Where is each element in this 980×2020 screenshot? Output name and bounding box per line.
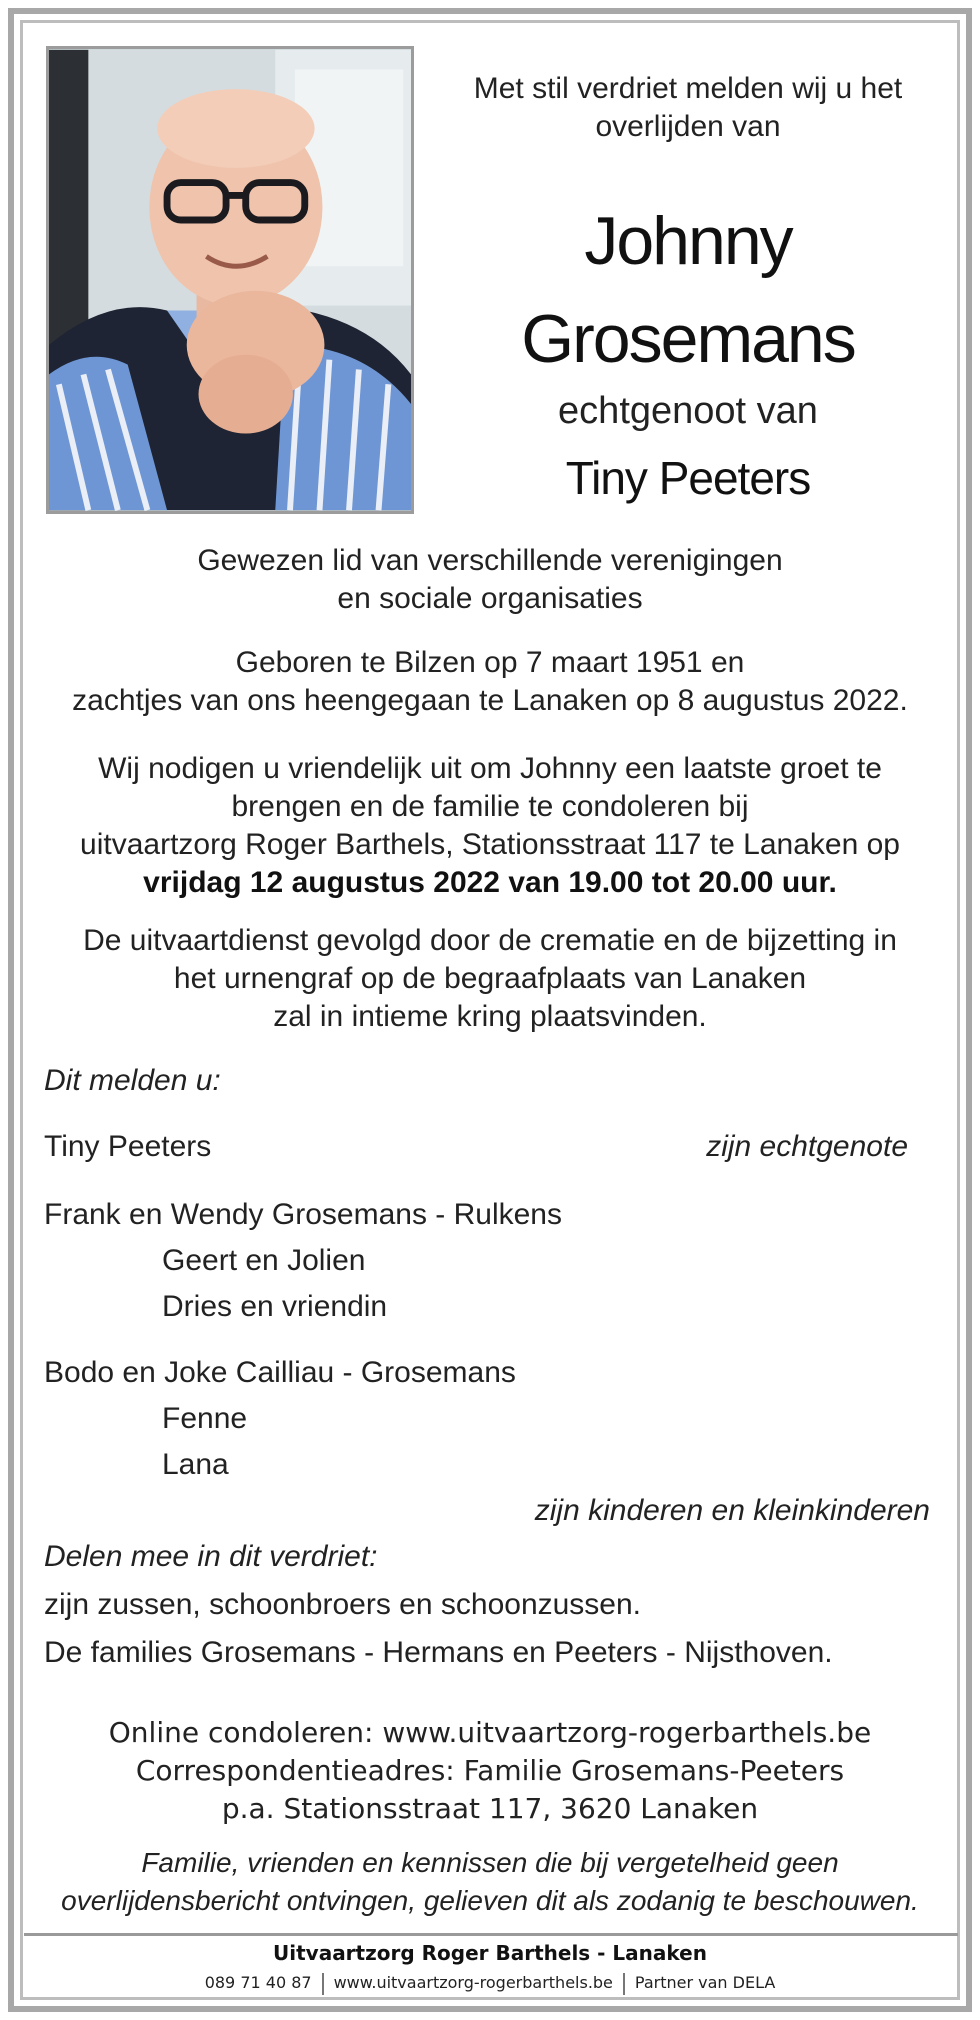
- membership-text: [40, 542, 940, 618]
- footer-phone: 089 71 40 87: [204, 1973, 312, 1992]
- service-line: het urnengraf op de begraafplaats van Lanaken: [173, 962, 807, 995]
- invitation-text: [40, 750, 940, 902]
- intro-line: overlijden van: [595, 110, 781, 143]
- last-name: Grosemans: [521, 301, 855, 377]
- deceased-name: [440, 192, 936, 388]
- invitation-line: brengen en de familie te condoleren bij: [231, 790, 749, 823]
- service-line: De uitvaartdienst gevolgd door de crematie en de bijzetting in: [83, 924, 897, 957]
- wife-name: Tiny Peeters: [44, 1130, 212, 1163]
- family1-child: Dries en vriendin: [162, 1290, 388, 1323]
- note-line: overlijdensbericht ontvingen, gelieven dit als zodanig te beschouwen.: [61, 1885, 919, 1916]
- family2-child: Fenne: [162, 1402, 248, 1435]
- family1-child: Geert en Jolien: [162, 1244, 366, 1277]
- family1-parents: Frank en Wendy Grosemans - Rulkens: [44, 1198, 562, 1231]
- footer-contact: [40, 1972, 940, 1995]
- family2-child: Lana: [162, 1448, 229, 1481]
- wife-role: zijn echtgenote: [706, 1130, 908, 1163]
- intro-line: Met stil verdriet melden wij u het: [473, 72, 903, 105]
- spouse-name: Tiny Peeters: [565, 452, 811, 504]
- announce-heading: Dit melden u:: [44, 1064, 221, 1097]
- membership-line: en sociale organisaties: [337, 582, 643, 615]
- footer-separator: [623, 1973, 625, 1995]
- contact-line: Online condoleren: www.uitvaartzorg-rogerbarthels.be: [108, 1716, 872, 1749]
- footer-title: Uitvaartzorg Roger Barthels - Lanaken: [273, 1941, 707, 1965]
- children-role: zijn kinderen en kleinkinderen: [534, 1494, 930, 1527]
- contact-line: Correspondentieadres: Familie Grosemans-Peeters: [135, 1754, 845, 1787]
- first-name: Johnny: [584, 203, 792, 279]
- membership-line: Gewezen lid van verschillende verenigingen: [197, 544, 783, 577]
- footer-website[interactable]: www.uitvaartzorg-rogerbarthels.be: [333, 1973, 613, 1992]
- intro-text: [440, 70, 936, 146]
- visitation-date: vrijdag 12 augustus 2022 van 19.00 tot 20.00 uur.: [143, 866, 837, 899]
- contact-line: p.a. Stationsstraat 117, 3620 Lanaken: [221, 1792, 759, 1825]
- birth-text: [40, 644, 940, 720]
- share-heading: Delen mee in dit verdriet:: [44, 1540, 378, 1573]
- invitation-line: uitvaartzorg Roger Barthels, Stationsstraat 117 te Lanaken op: [80, 828, 900, 861]
- invitation-line: Wij nodigen u vriendelijk uit om Johnny een laatste groet te: [98, 752, 882, 785]
- footer-divider: [24, 1933, 958, 1936]
- contact-block: [40, 1714, 940, 1828]
- footer-separator: [322, 1973, 324, 1995]
- service-text: [40, 922, 940, 1036]
- notice-note: [40, 1844, 940, 1920]
- spouse-intro: echtgenoot van: [558, 390, 818, 432]
- service-line: zal in intieme kring plaatsvinden.: [273, 1000, 707, 1033]
- birth-line: Geboren te Bilzen op 7 maart 1951 en: [235, 646, 745, 679]
- share-line: De families Grosemans - Hermans en Peeters - Nijsthoven.: [44, 1636, 833, 1669]
- note-line: Familie, vrienden en kennissen die bij vergetelheid geen: [141, 1847, 839, 1878]
- family2-parents: Bodo en Joke Cailliau - Grosemans: [44, 1356, 516, 1389]
- share-line: zijn zussen, schoonbroers en schoonzussen.: [44, 1588, 642, 1621]
- footer-partner: Partner van DELA: [634, 1973, 776, 1992]
- portrait-photo: [46, 46, 414, 514]
- birth-line: zachtjes van ons heengegaan te Lanaken op 8 augustus 2022.: [72, 684, 908, 717]
